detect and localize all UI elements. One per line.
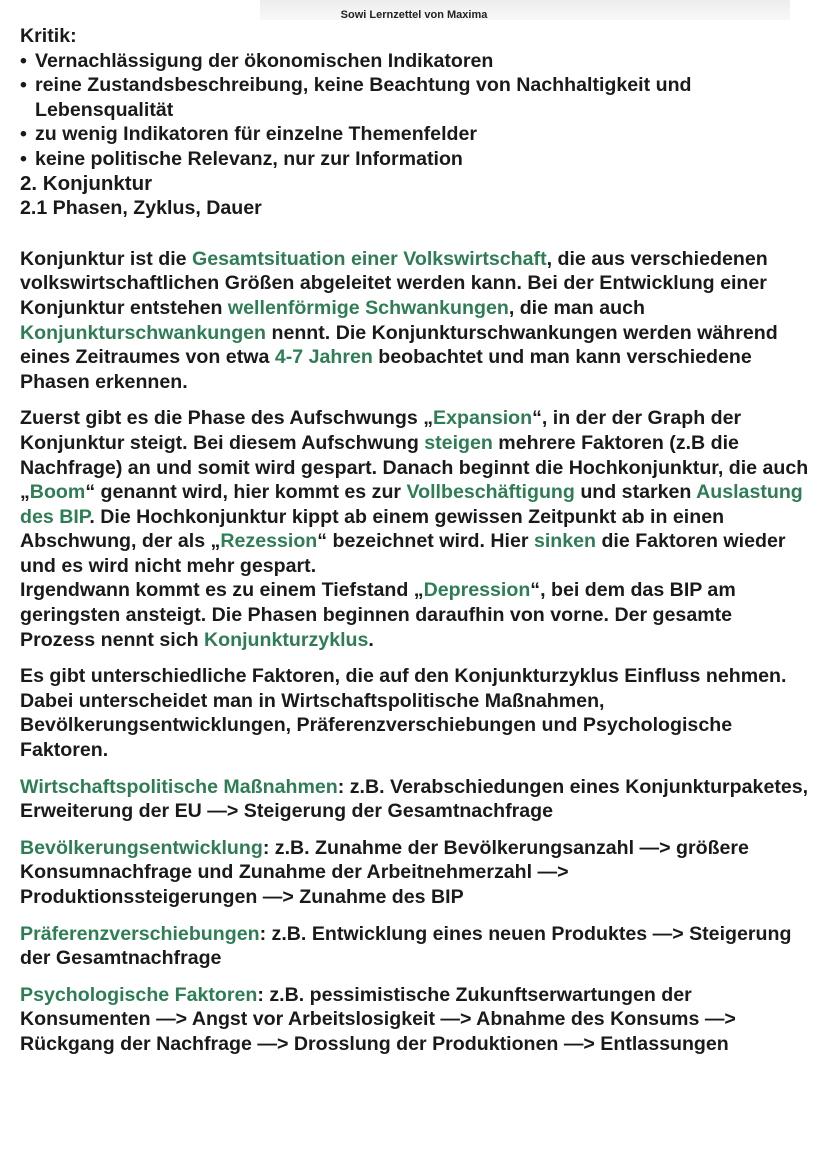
highlighted-term: Depression xyxy=(423,579,531,602)
list-item: • zu wenig Indikatoren für einzelne Themenfelder xyxy=(20,122,810,147)
text-segment: “ bezeichnet wird. Hier xyxy=(317,530,534,553)
paragraph-phases xyxy=(20,406,810,578)
paragraph-wirtschaftspolitik xyxy=(20,775,810,824)
kritik-list xyxy=(20,49,810,172)
highlighted-term: Gesamtsituation einer Volkswirtschaft xyxy=(192,247,547,270)
document-content xyxy=(20,24,810,1057)
highlighted-term: Auslastung des BIP xyxy=(20,481,803,528)
kritik-title: Kritik: xyxy=(20,25,77,47)
text-segment: . Die Hochkonjunktur kippt ab einem gewissen Zeitpunkt ab in einen Abschwung, der als „ xyxy=(20,505,725,553)
text-segment: Konjunktur ist die xyxy=(20,247,192,270)
text-segment: : z.B. Verabschiedungen eines Konjunkturpaketes, Erweiterung der EU —> Steigerung der Gesamtnachfrage xyxy=(20,775,809,823)
text-segment: : z.B. pessimistische Zukunftserwartungen der Konsumenten —> Angst vor Arbeitslosigkeit —> Abnahme des Konsums —> Rückgang der Nachfrage —> Drosslung der Produktionen —> Entlassungen xyxy=(20,983,736,1055)
text-segment: und starken xyxy=(574,481,697,504)
highlighted-term: sinken xyxy=(533,530,597,553)
list-item: • keine politische Relevanz, nur zur Information xyxy=(20,147,810,172)
text-segment: Zuerst gibt es die Phase des Aufschwungs „ xyxy=(20,407,434,430)
highlighted-term: 4-7 Jahren xyxy=(274,346,373,369)
list-item: • Vernachlässigung der ökonomischen Indikatoren xyxy=(20,49,810,74)
highlighted-term: Konjunkturschwankungen xyxy=(20,321,267,344)
text-segment: die Faktoren wieder und es wird nicht mehr gespart. xyxy=(20,530,786,577)
subsection-title: 2.1 Phasen, Zyklus, Dauer xyxy=(20,197,262,220)
highlighted-term: Boom xyxy=(29,481,86,504)
text-segment: , die man auch xyxy=(508,296,645,319)
highlighted-term: Präferenzverschiebungen xyxy=(20,922,260,945)
text-segment: Irgendwann kommt es zu einem Tiefstand „ xyxy=(20,579,424,602)
text-segment: : z.B. Zunahme der Bevölkerungsanzahl —> größere Konsumnachfrage und Zunahme der Arbeitnehmerzahl —> Produktionssteigerungen —> Zunahme des BIP xyxy=(20,836,749,908)
highlighted-term: Rezession xyxy=(220,530,318,553)
text-segment: mehrere Faktoren (z.B die Nachfrage) an und somit wird gespart. Danach beginnt die Hochkonjunktur, die auch „ xyxy=(20,431,809,504)
text-segment: “, bei dem das BIP am geringsten ansteigt. Die Phasen beginnen daraufhin von vorne. Der gesamte Prozess nennt sich xyxy=(20,579,736,651)
highlighted-term: Wirtschaftspolitische Maßnahmen xyxy=(20,775,338,798)
text-segment: beobachtet und man kann verschiedene Phasen erkennen. xyxy=(20,346,752,393)
paragraph-depression xyxy=(20,578,810,652)
text-segment: “, in der der Graph der Konjunktur steigt. Bei diesem Aufschwung xyxy=(20,407,742,454)
text-segment: . xyxy=(368,628,374,651)
paragraph-intro xyxy=(20,247,810,395)
highlighted-term: Vollbeschäftigung xyxy=(406,481,575,504)
highlighted-term: steigen xyxy=(424,431,493,454)
text-segment: nennt. Die Konjunkturschwankungen werden während eines Zeitraumes von etwa xyxy=(20,321,778,369)
text-segment: “ genannt wird, hier kommt es zur xyxy=(85,481,407,504)
highlighted-term: wellenförmige Schwankungen xyxy=(227,296,509,319)
highlighted-term: Expansion xyxy=(433,407,533,430)
text-segment: , die aus verschiedenen volkswirtschaftlichen Größen abgeleitet werden kann. Bei der Entwicklung einer Konjunktur entstehen xyxy=(20,247,768,319)
paragraph-factors xyxy=(20,664,810,762)
paragraph-praeferenz xyxy=(20,922,810,971)
document-header: Sowi Lernzettel von Maxima xyxy=(340,9,488,21)
paragraph-bevoelkerung xyxy=(20,836,810,910)
highlighted-term: Konjunkturzyklus xyxy=(204,628,369,651)
highlighted-term: Psychologische Faktoren xyxy=(20,983,258,1006)
text-segment: : z.B. Entwicklung eines neuen Produktes —> Steigerung der Gesamtnachfrage xyxy=(20,922,792,970)
section-title: 2. Konjunktur xyxy=(20,171,153,195)
text-segment: Es gibt unterschiedliche Faktoren, die auf den Konjunkturzyklus Einfluss nehmen. Dabei unterscheidet man in Wirtschaftspolitische Maßnahmen, Bevölkerungsentwicklungen, Präferenzverschiebungen und Psychologische Faktoren. xyxy=(20,665,787,762)
list-item: • reine Zustandsbeschreibung, keine Beachtung von Nachhaltigkeit und Lebensqualität xyxy=(20,73,810,122)
paragraph-psychologie xyxy=(20,983,810,1057)
highlighted-term: Bevölkerungsentwicklung xyxy=(20,836,263,859)
